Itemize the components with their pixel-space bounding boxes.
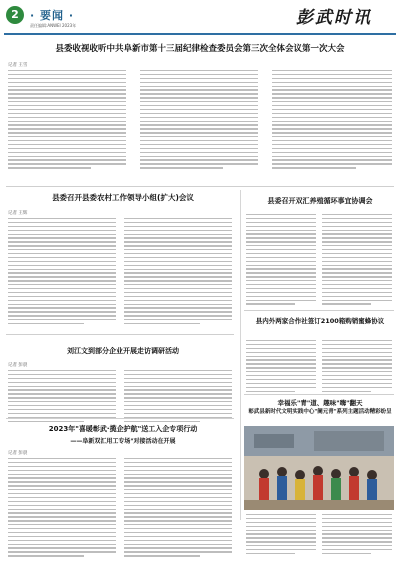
divider-5: [6, 418, 234, 419]
edition-info: 责任编辑:ANWEI 2023年: [30, 23, 77, 28]
subhead-7: ——阜新双汇用工专场"对接活动在开展: [70, 438, 176, 445]
divider-4: [244, 394, 394, 395]
column-divider: [240, 190, 241, 520]
headline-3: 县委召开双汇养殖循环事宜协调会: [267, 197, 373, 205]
headline-5: 刘江文到部分企业开展走访调研活动: [67, 347, 179, 355]
article-6-body-a: [246, 514, 316, 557]
masthead: [0, 0, 400, 34]
byline-2: 记者 王辉: [8, 211, 28, 216]
newspaper-logo: 彭武时讯: [296, 8, 372, 28]
article-1-body-right: [272, 70, 392, 171]
article-7-body-b: [124, 458, 232, 559]
article-4-body-a: [246, 340, 316, 394]
article-3-body-b: [322, 214, 392, 307]
headline-2: 县委召开县委农村工作领导小组(扩大)会议: [52, 193, 194, 202]
article-4-body-b: [322, 340, 392, 394]
divider-3: [6, 334, 234, 335]
subhead-6: 彰武县新时代文明实践中心"阑元青"系列主题活动精彩纷呈: [248, 409, 392, 415]
article-7-body-a: [8, 458, 116, 559]
section-title: · 要闻 ·: [30, 9, 75, 22]
article-2-body-b: [124, 218, 232, 327]
divider-1: [6, 186, 394, 187]
headline-4-line: 县内外两家合作社签订2100箱购销蜜蜂协议: [255, 317, 385, 325]
article-6-body-b: [322, 514, 392, 557]
article-2-body-a: [8, 218, 116, 327]
article-1-body-mid: [140, 70, 258, 171]
article-5-body-b: [124, 370, 232, 424]
article-3-body-a: [246, 214, 316, 307]
byline-1: 记者 王雪: [8, 63, 28, 68]
event-photo: [244, 426, 394, 510]
divider-2: [244, 310, 394, 311]
headline-7: 2023年"喜暖彰武·揽企护航"送工入企专项行动: [48, 425, 198, 433]
byline-5: 记者 彭晨: [8, 363, 28, 368]
masthead-rule: [4, 33, 396, 35]
page-number: 2: [6, 6, 24, 24]
byline-7: 记者 彭晨: [8, 451, 28, 456]
article-5-body-a: [8, 370, 116, 424]
article-1-body-left: [8, 70, 126, 171]
headline-6: 幸福乐"青"道、趣味"嗨"翻天: [277, 399, 363, 407]
headline-1: 县委收视收听中共阜新市第十三届纪律检查委员会第三次全体会议第一次大会: [55, 44, 345, 54]
